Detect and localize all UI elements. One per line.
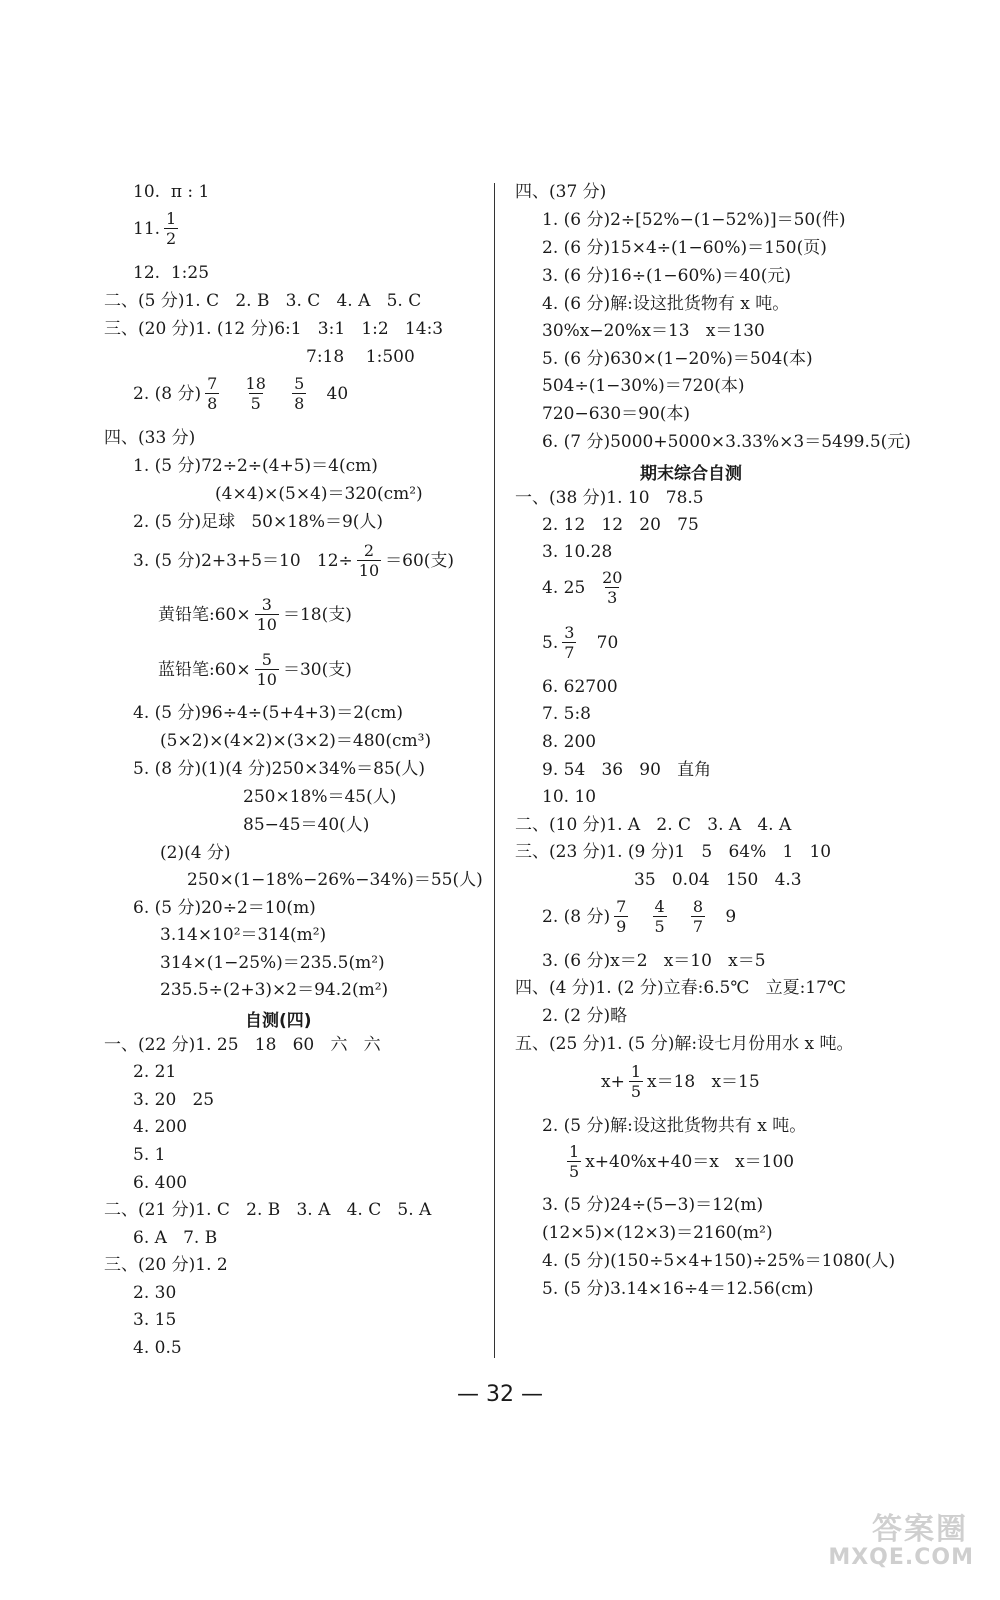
answer-line: (5×2)×(4×2)×(3×2)＝480(cm³) xyxy=(160,731,432,751)
answer-line: x+ $\frac{1}{5}$ x＝18 x＝15 xyxy=(601,1062,760,1101)
answer-line: 35 0.04 150 4.3 xyxy=(634,870,802,890)
answer-line: 12. 1:25 xyxy=(133,263,210,283)
answer-line: $\frac{1}{5}$ x+40%x+40＝x x＝100 xyxy=(569,1142,795,1181)
answer-line: 三、(20 分)1. (12 分)6:1 3:1 1:2 14:3 xyxy=(104,319,444,339)
answer-line: 3. (5 分)24÷(5−3)＝12(m) xyxy=(542,1195,764,1215)
answer-line: 5. (8 分)(1)(4 分)250×34%＝85(人) xyxy=(133,759,426,779)
fraction: $\frac{5}{8}$ xyxy=(294,374,305,413)
answer-line: 4. 0.5 xyxy=(133,1338,182,1358)
watermark-url: MXQE.COM xyxy=(828,1545,974,1570)
answer-line: 5. $\frac{3}{7}$ 70 xyxy=(542,623,619,662)
answer-line: 6. 400 xyxy=(133,1173,188,1193)
answer-line: 7:18 1:500 xyxy=(306,347,415,367)
answer-line: 一、(22 分)1. 25 18 60 六 六 xyxy=(104,1035,381,1055)
answer-line: 4. 200 xyxy=(133,1117,188,1137)
answer-line: 6. (5 分)20÷2＝10(m) xyxy=(133,898,316,918)
page-number: — 32 — xyxy=(457,1382,543,1407)
answer-line: 1. (5 分)72÷2÷(4+5)＝4(cm) xyxy=(133,456,378,476)
answer-line: 2. (5 分)足球 50×18%＝9(人) xyxy=(133,512,384,532)
fraction: $\frac{7}{8}$ xyxy=(207,374,218,413)
section-heading: 自测(四) xyxy=(245,1011,312,1031)
answer-line: 314×(1−25%)＝235.5(m²) xyxy=(160,953,385,973)
answer-line: 30%x−20%x＝13 x＝130 xyxy=(542,321,765,341)
answer-line: 3. (5 分)2+3+5＝10 12÷ $\frac{2}{10}$ ＝60(支) xyxy=(133,541,455,580)
watermark-text: 答案圈 xyxy=(872,1512,968,1547)
watermark-logo xyxy=(804,1504,974,1570)
answer-line: 蓝铅笔:60× $\frac{5}{10}$ ＝30(支) xyxy=(158,650,352,689)
fraction: $\frac{1}{5}$ xyxy=(630,1062,642,1101)
answer-line: (12×5)×(12×3)＝2160(m²) xyxy=(542,1223,773,1243)
fraction: $\frac{4}{5}$ xyxy=(654,897,665,936)
answer-line: 2. (6 分)15×4÷(1−60%)＝150(页) xyxy=(542,238,827,258)
answer-line: 3. 15 xyxy=(133,1310,177,1330)
answer-line: 250×(1−18%−26%−34%)＝55(人) xyxy=(187,870,483,890)
answer-line: 235.5÷(2+3)×2＝94.2(m²) xyxy=(160,980,389,1000)
answer-line: 2. 12 12 20 75 xyxy=(542,515,699,535)
answer-line: 10. 10 xyxy=(542,787,597,807)
answer-line: 9. 54 36 90 直角 xyxy=(542,760,712,780)
answer-line: 2. (8 分) $\frac{7}{9}$ $\frac{4}{5}$ $\frac{8}{7}$ 9 xyxy=(542,897,737,936)
answer-line: 2. 30 xyxy=(133,1283,177,1303)
answer-line: 2. (2 分)略 xyxy=(542,1006,628,1026)
answer-line: 二、(21 分)1. C 2. B 3. A 4. C 5. A xyxy=(104,1200,432,1220)
section-heading: 期末综合自测 xyxy=(640,464,742,484)
fraction: $\frac{1}{2}$ xyxy=(166,209,177,248)
fraction: $\frac{2}{10}$ xyxy=(358,541,380,580)
answer-line: 504÷(1−30%)＝720(本) xyxy=(542,376,745,396)
answer-line: 3. 10.28 xyxy=(542,542,613,562)
answer-line: 6. 62700 xyxy=(542,677,618,697)
fraction: $\frac{3}{7}$ xyxy=(564,623,575,662)
answer-line: 720−630＝90(本) xyxy=(542,404,691,424)
answer-line: 6. (7 分)5000+5000×3.33%×3＝5499.5(元) xyxy=(542,432,911,452)
answer-line: 黄铅笔:60× $\frac{3}{10}$ ＝18(支) xyxy=(158,595,352,634)
fraction: $\frac{18}{5}$ xyxy=(245,374,266,413)
answer-line: 6. A 7. B xyxy=(133,1228,218,1248)
answer-line: 二、(10 分)1. A 2. C 3. A 4. A xyxy=(515,815,792,835)
section-label: 四、(33 分) xyxy=(104,428,196,448)
fraction: $\frac{7}{9}$ xyxy=(616,897,627,936)
answer-line: 250×18%＝45(人) xyxy=(243,787,397,807)
answer-line: 三、(20 分)1. 2 xyxy=(104,1255,228,1275)
fraction: $\frac{8}{7}$ xyxy=(692,897,704,936)
answer-line: 10. π : 1 xyxy=(133,182,210,202)
fraction: $\frac{1}{5}$ xyxy=(569,1142,580,1181)
answer-line: 5. (6 分)630×(1−20%)＝504(本) xyxy=(542,349,813,369)
fraction: $\frac{20}{3}$ xyxy=(602,568,623,607)
fraction: $\frac{3}{10}$ xyxy=(256,595,277,634)
answer-line: 3. (6 分)16÷(1−60%)＝40(元) xyxy=(542,266,791,286)
answer-line: 7. 5:8 xyxy=(542,704,591,724)
answer-line: 3. (6 分)x＝2 x＝10 x＝5 xyxy=(542,951,766,971)
answer-line: 8. 200 xyxy=(542,732,597,752)
answer-line: 五、(25 分)1. (5 分)解:设七月份用水 x 吨。 xyxy=(515,1034,854,1054)
answer-line: 一、(38 分)1. 10 78.5 xyxy=(515,488,704,508)
answer-line: 85−45＝40(人) xyxy=(243,815,370,835)
answer-line: (2)(4 分) xyxy=(160,843,231,863)
column-divider xyxy=(494,183,495,1358)
answer-line: 4. 25 $\frac{20}{3}$ xyxy=(542,568,623,607)
answer-line: 四、(4 分)1. (2 分)立春:6.5℃ 立夏:17℃ xyxy=(515,978,846,998)
fraction: $\frac{5}{10}$ xyxy=(256,650,277,689)
answer-line: 4. (6 分)解:设这批货物有 x 吨。 xyxy=(542,294,790,314)
answer-line: 1. (6 分)2÷[52%−(1−52%)]＝50(件) xyxy=(542,210,846,230)
answer-line: 4. (5 分)96÷4÷(5+4+3)＝2(cm) xyxy=(133,703,403,723)
answer-line: 3. 20 25 xyxy=(133,1090,215,1110)
answer-line: 2. 21 xyxy=(133,1062,177,1082)
answer-line: 4. (5 分)(150÷5×4+150)÷25%＝1080(人) xyxy=(542,1251,896,1271)
answer-line: 5. (5 分)3.14×16÷4＝12.56(cm) xyxy=(542,1279,814,1299)
answer-line: 5. 1 xyxy=(133,1145,166,1165)
answer-line: 三、(23 分)1. (9 分)1 5 64% 1 10 xyxy=(515,842,832,862)
answer-line: 二、(5 分)1. C 2. B 3. C 4. A 5. C xyxy=(104,291,422,311)
answer-line: 2. (8 分) $\frac{7}{8}$ $\frac{18}{5}$ $\frac{5}{8}$ 40 xyxy=(133,374,349,413)
section-label: 四、(37 分) xyxy=(515,182,607,202)
answer-text: 11. xyxy=(133,218,161,239)
answer-line xyxy=(133,209,182,248)
answer-line: 3.14×10²＝314(m²) xyxy=(160,925,327,945)
answer-line: 2. (5 分)解:设这批货物共有 x 吨。 xyxy=(542,1116,807,1136)
answer-line: (4×4)×(5×4)＝320(cm²) xyxy=(215,484,423,504)
